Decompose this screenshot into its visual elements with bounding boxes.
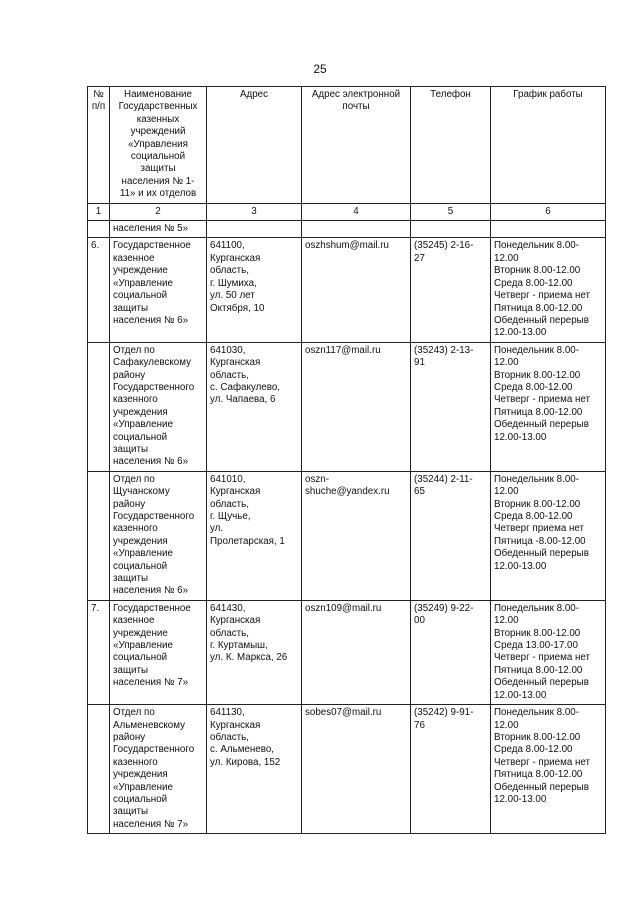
- cell-name: Отдел по Альменевскому району Государственного казенного учреждения «Управление социальной защиты населения № 7»: [110, 705, 207, 834]
- cell-phone: (35243) 2-13- 91: [411, 342, 491, 471]
- cell-phone: (35249) 9-22- 00: [411, 600, 491, 704]
- column-number: 1: [88, 203, 110, 220]
- table-row: [88, 705, 606, 834]
- cell-phone: (35245) 2-16- 27: [411, 238, 491, 342]
- cell-num: [88, 705, 110, 834]
- cell-address: 641010, Курганская область, г. Щучье, ул. Пролетарская, 1: [207, 471, 302, 600]
- cell-num: [88, 342, 110, 471]
- header-phone: Телефон: [411, 87, 491, 204]
- cell-address: 641430, Курганская область, г. Куртамыш, ул. К. Маркса, 26: [207, 600, 302, 704]
- page-number: 25: [313, 62, 327, 76]
- cell-phone: (35242) 9-91- 76: [411, 705, 491, 834]
- cell-schedule: Понедельник 8.00- 12.00 Вторник 8.00-12.00 Среда 8.00-12.00 Четверг - приема нет Пятница 8.00-12.00 Обеденный перерыв 12.00-13.00: [491, 705, 606, 834]
- cell-address: [207, 221, 302, 238]
- cell-schedule: Понедельник 8.00- 12.00 Вторник 8.00-12.00 Среда 8.00-12.00 Четверг - приема нет Пятница 8.00-12.00 Обеденный перерыв 12.00-13.00: [491, 342, 606, 471]
- header-name: Наименование Государственных казенных учреждений «Управления социальной защиты населения № 1- 11» и их отделов: [110, 87, 207, 204]
- table-row: [88, 600, 606, 704]
- cell-num: [88, 471, 110, 600]
- header-num: № п/п: [88, 87, 110, 204]
- cell-email: [302, 221, 411, 238]
- cell-email: oszn117@mail.ru: [302, 342, 411, 471]
- column-number: 6: [491, 203, 606, 220]
- cell-schedule: Понедельник 8.00- 12.00 Вторник 8.00-12.00 Среда 8.00-12.00 Четверг - приема нет Пятница 8.00-12.00 Обеденный перерыв 12.00-13.00: [491, 238, 606, 342]
- header-address: Адрес: [207, 87, 302, 204]
- cell-name: населения № 5»: [110, 221, 207, 238]
- cell-phone: [411, 221, 491, 238]
- cell-schedule: [491, 221, 606, 238]
- cell-schedule: Понедельник 8.00- 12.00 Вторник 8.00-12.00 Среда 8.00-12.00 Четверг приема нет Пятница -8.00-12.00 Обеденный перерыв 12.00-13.00: [491, 471, 606, 600]
- header-email: Адрес электронной почты: [302, 87, 411, 204]
- cell-num: 7.: [88, 600, 110, 704]
- cell-email: oszhshum@mail.ru: [302, 238, 411, 342]
- cell-phone: (35244) 2-11- 65: [411, 471, 491, 600]
- table-row: [88, 342, 606, 471]
- column-numbers-row: [88, 203, 606, 220]
- cell-address: 641100, Курганская область, г. Шумиха, ул. 50 лет Октября, 10: [207, 238, 302, 342]
- column-number: 2: [110, 203, 207, 220]
- table-row: [88, 471, 606, 600]
- column-number: 5: [411, 203, 491, 220]
- cell-name: Отдел по Щучанскому району Государственного казенного учреждения «Управление социальной защиты населения № 6»: [110, 471, 207, 600]
- table-row: [88, 238, 606, 342]
- institutions-table: [87, 86, 606, 834]
- cell-email: oszn- shuche@yandex.ru: [302, 471, 411, 600]
- table-header-row: [88, 87, 606, 204]
- cell-schedule: Понедельник 8.00- 12.00 Вторник 8.00-12.00 Среда 13.00-17.00 Четверг - приема нет Пятница 8.00-12.00 Обеденный перерыв 12.00-13.00: [491, 600, 606, 704]
- header-schedule: График работы: [491, 87, 606, 204]
- column-number: 4: [302, 203, 411, 220]
- cell-name: Отдел по Сафакулевскому району Государственного казенного учреждения «Управление социальной защиты населения № 6»: [110, 342, 207, 471]
- cell-address: 641030, Курганская область, с. Сафакулево, ул. Чапаева, 6: [207, 342, 302, 471]
- cell-email: oszn109@mail.ru: [302, 600, 411, 704]
- cell-num: [88, 221, 110, 238]
- cell-email: sobes07@mail.ru: [302, 705, 411, 834]
- cell-name: Государственное казенное учреждение «Управление социальной защиты населения № 7»: [110, 600, 207, 704]
- cell-name: Государственное казенное учреждение «Управление социальной защиты населения № 6»: [110, 238, 207, 342]
- cell-num: 6.: [88, 238, 110, 342]
- cell-address: 641130, Курганская область, с. Альменево, ул. Кирова, 152: [207, 705, 302, 834]
- continuation-row: [88, 221, 606, 238]
- column-number: 3: [207, 203, 302, 220]
